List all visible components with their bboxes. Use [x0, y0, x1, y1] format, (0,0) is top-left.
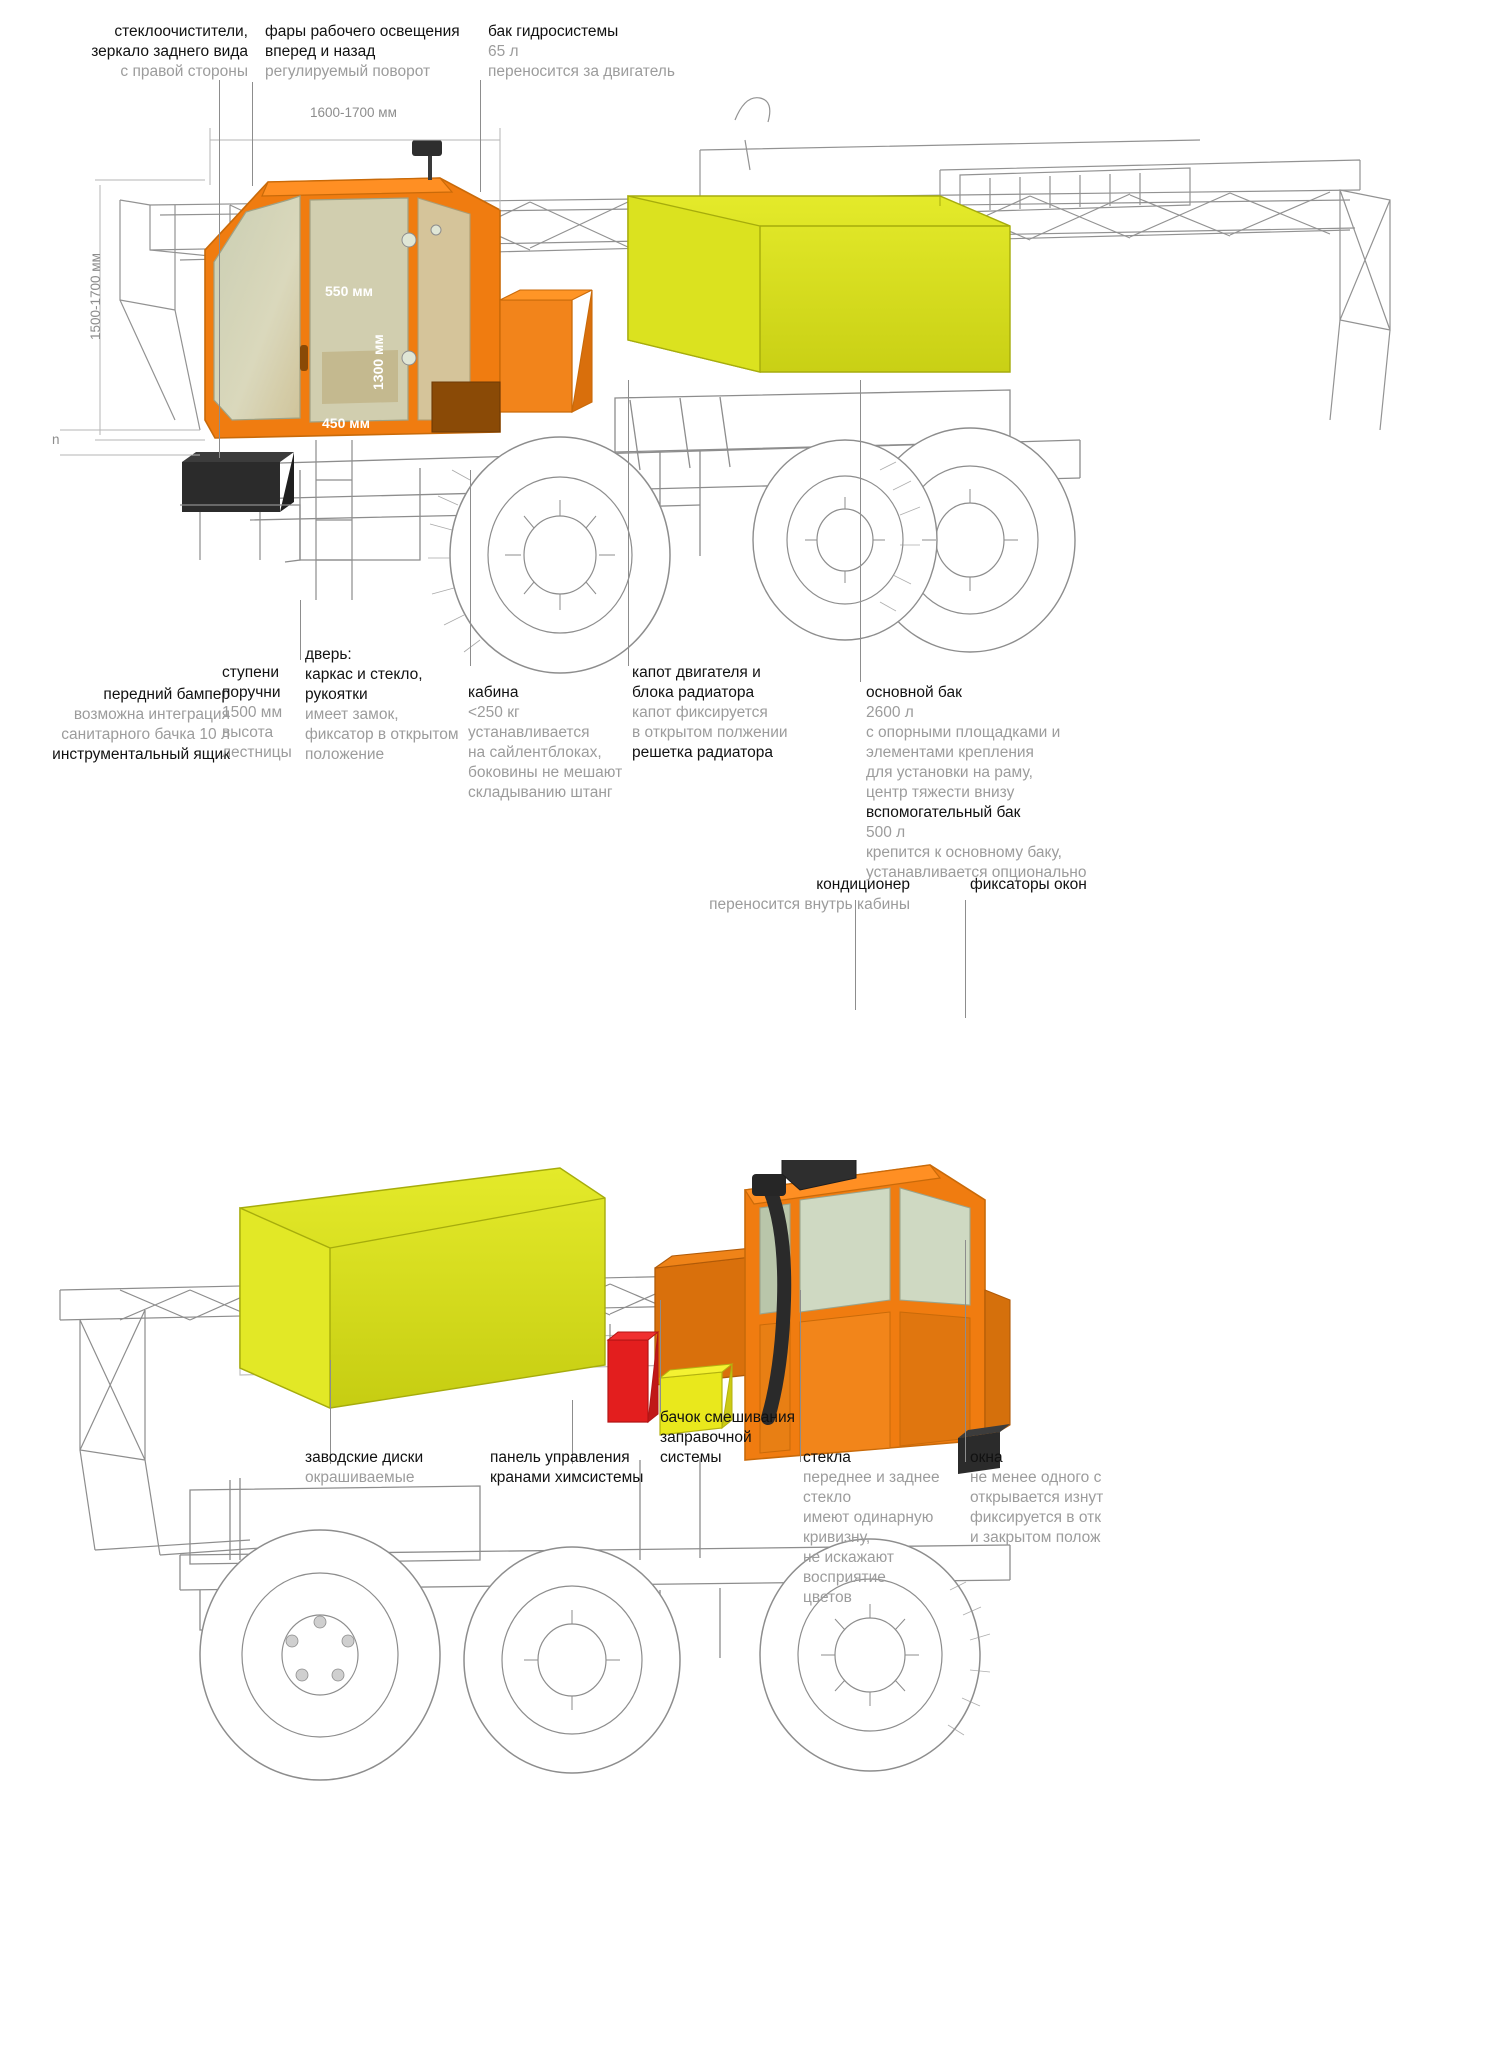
leader-engine-hood — [628, 380, 629, 666]
note-mixing-tank: бачок смешивания заправочной системы — [660, 1409, 795, 1466]
note-glass: стекла переднее и заднее стекло имеют одинарную кривизну, не искажают восприятие цветов — [803, 1449, 940, 1606]
note-factory-discs: заводские диски окрашиваемые — [305, 1449, 424, 1486]
front-bumper-shape — [180, 452, 300, 562]
main-tank-shape — [628, 196, 1010, 372]
note-front-bumper: передний бампер возможна интеграция санитарного бачка 10 л инструментальный ящик — [52, 686, 230, 763]
dim-height-left: 1500-1700 мм — [88, 253, 103, 340]
note-wipers-mirror: стеклоочистители, зеркало заднего вида с правой стороны — [91, 23, 248, 80]
note-cabin: кабина <250 кг устанавливается на сайлентблоках, боковины не мешают складыванию штанг — [468, 684, 623, 801]
note-air-conditioner: кондиционер переносится внутрь кабины — [709, 876, 910, 913]
dim-cab-width: 550 мм — [325, 283, 373, 299]
note-work-lights: фары рабочего освещения вперед и назад регулируемый поворот — [265, 23, 460, 80]
note-windows: окна не менее одного с открывается изнут фиксируется в отк и закрытом полож — [970, 1449, 1104, 1546]
vehicle-bottom-view — [0, 1160, 1500, 1880]
note-hydraulic-tank: бак гидросистемы 65 л переносится за двигатель — [488, 23, 675, 80]
leader-mixing-tank — [660, 1300, 661, 1412]
leader-main-tank — [860, 380, 861, 682]
dim-stub: n — [52, 432, 60, 447]
leader-hydraulic-tank — [480, 80, 481, 192]
note-window-latches: фиксаторы окон — [970, 876, 1087, 893]
leader-air-conditioner — [855, 900, 856, 1010]
note-door: дверь: каркас и стекло, рукоятки имеет замок, фиксатор в открытом положение — [305, 646, 459, 763]
leader-wipers — [219, 80, 220, 458]
dim-cab-height: 1300 мм — [370, 334, 386, 390]
mixing-tank-shape — [608, 1332, 658, 1422]
leader-work-lights — [252, 82, 253, 186]
note-valve-control-panel: панель управления кранами химсистемы — [490, 1449, 644, 1486]
leader-window-latches — [965, 900, 966, 1018]
note-main-tank: основной бак 2600 л с опорными площадками и элементами крепления для установки на раму, центр тяжести внизу вспомогательный бак 500 л крепится к основному баку, устанавливается опционально — [866, 684, 1087, 881]
dim-cab-bottom: 450 мм — [322, 415, 370, 431]
steps-shape — [316, 440, 352, 600]
cabin-shape — [205, 140, 592, 438]
dim-width-top: 1600-1700 мм — [310, 105, 397, 120]
leader-windows — [965, 1240, 966, 1462]
leader-door — [300, 600, 301, 660]
leader-cabin — [470, 470, 471, 666]
note-engine-hood: капот двигателя и блока радиатора капот фиксируется в открытом полжении решетка радиатора — [632, 664, 788, 761]
note-steps-handrails: ступени поручни 1500 мм высота лестницы — [222, 664, 292, 761]
